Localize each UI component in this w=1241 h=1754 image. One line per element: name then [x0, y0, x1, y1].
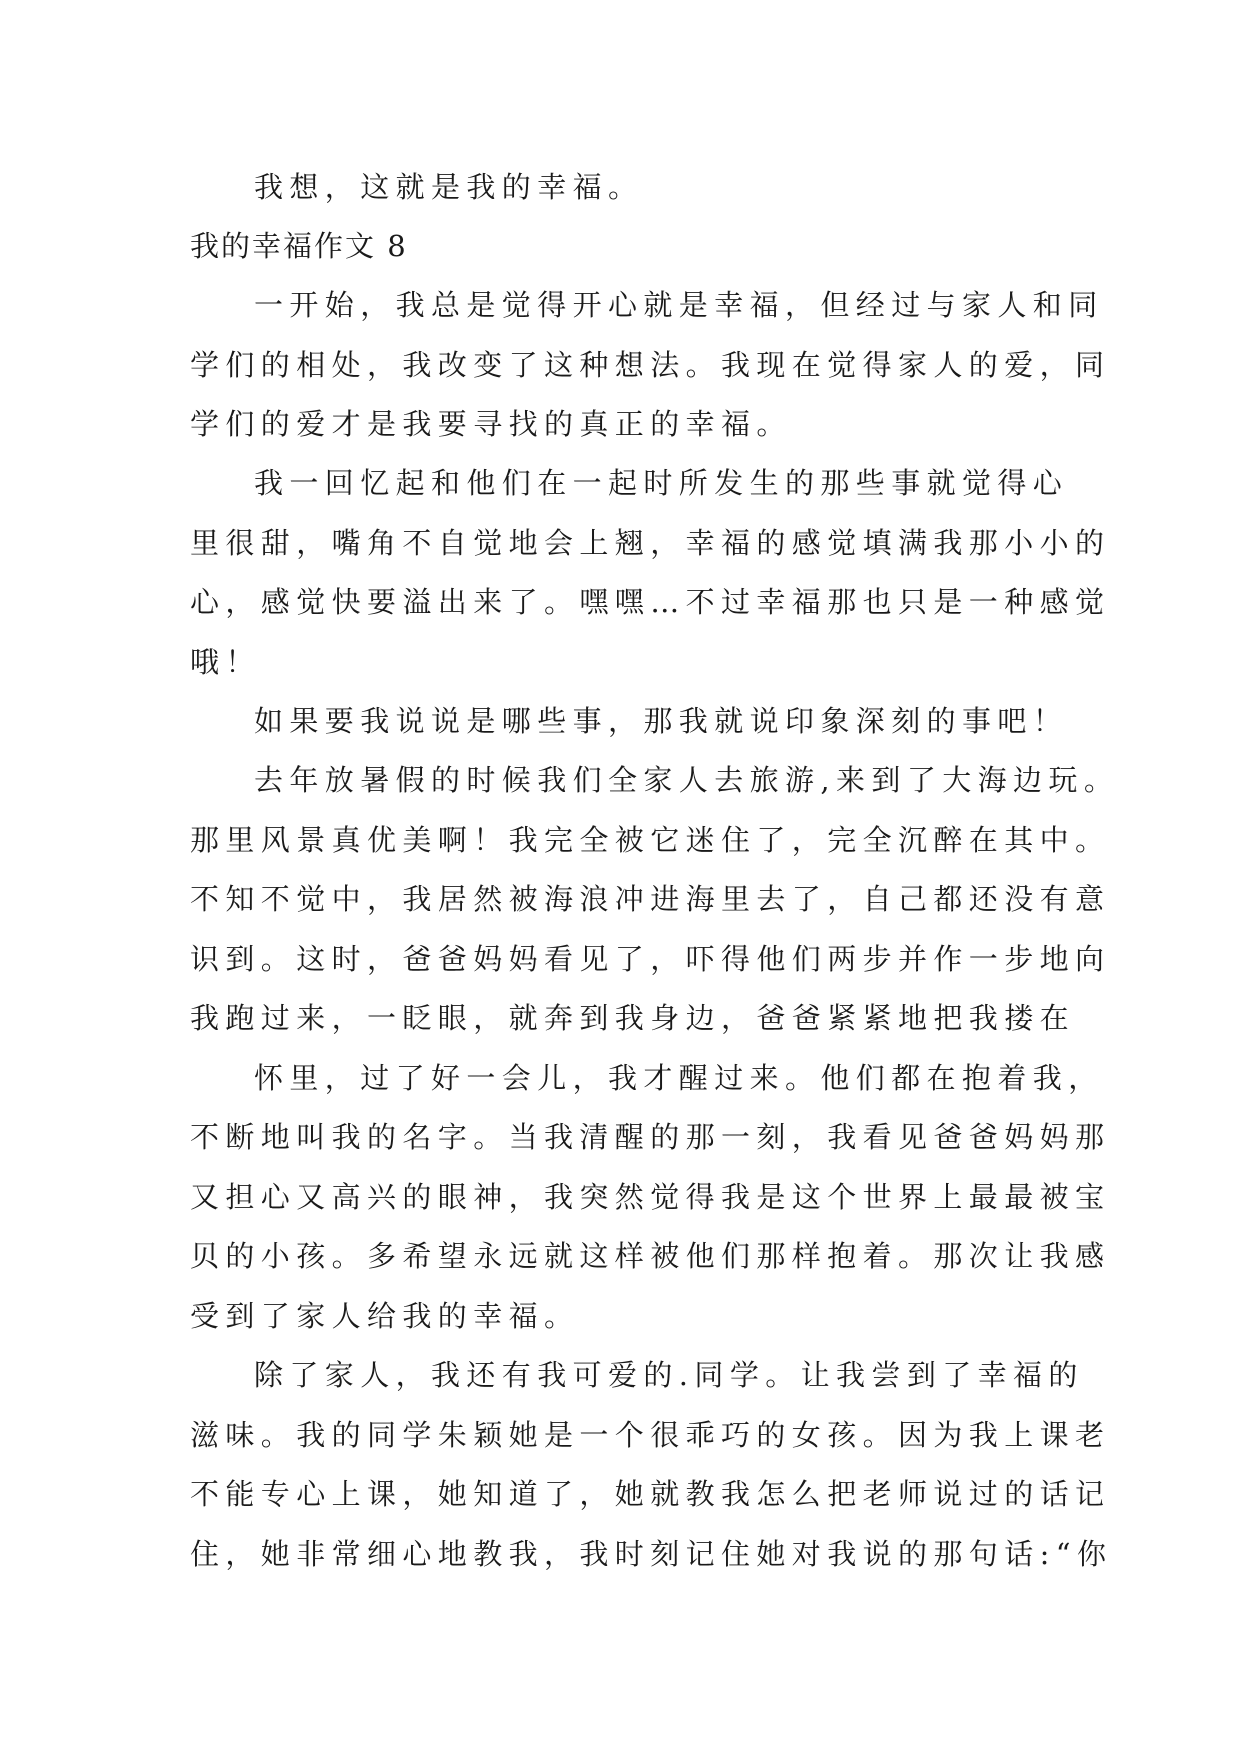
text-line: 学们的爱才是我要寻找的真正的幸福。 [190, 407, 792, 441]
text-line: 除了家人，我还有我可爱的.同学。让我尝到了幸福的 [254, 1358, 1084, 1392]
text-line: 如果要我说说是哪些事，那我就说印象深刻的事吧！ [254, 704, 1069, 738]
section-title: 我的幸福作文 8 [190, 229, 408, 263]
text-line: 我想，这就是我的幸福。 [254, 170, 644, 204]
text-line: 住，她非常细心地教我，我时刻记住她对我说的那句话:“你 [190, 1537, 1113, 1571]
text-line: 里很甜，嘴角不自觉地会上翘，幸福的感觉填满我那小小的 [190, 526, 1111, 560]
text-line: 受到了家人给我的幸福。 [190, 1299, 580, 1333]
text-line: 哦！ [190, 645, 261, 679]
text-line: 学们的相处，我改变了这种想法。我现在觉得家人的爱，同 [190, 348, 1111, 382]
text-line: 一开始，我总是觉得开心就是幸福，但经过与家人和同 [254, 288, 1104, 322]
text-line: 滋味。我的同学朱颖她是一个很乖巧的女孩。因为我上课老 [190, 1418, 1111, 1452]
text-line: 不能专心上课，她知道了，她就教我怎么把老师说过的话记 [190, 1477, 1111, 1511]
text-line: 我一回忆起和他们在一起时所发生的那些事就觉得心 [254, 466, 1069, 500]
text-line: 不断地叫我的名字。当我清醒的那一刻，我看见爸爸妈妈那 [190, 1120, 1111, 1154]
text-line: 那里风景真优美啊！我完全被它迷住了，完全沉醉在其中。 [190, 823, 1111, 857]
text-line: 识到。这时，爸爸妈妈看见了，吓得他们两步并作一步地向 [190, 942, 1111, 976]
text-line: 不知不觉中，我居然被海浪冲进海里去了，自己都还没有意 [190, 882, 1111, 916]
text-line: 又担心又高兴的眼神，我突然觉得我是这个世界上最最被宝 [190, 1180, 1111, 1214]
text-line: 心，感觉快要溢出来了。嘿嘿…不过幸福那也只是一种感觉 [190, 585, 1111, 619]
text-line: 贝的小孩。多希望永远就这样被他们那样抱着。那次让我感 [190, 1239, 1111, 1273]
text-line: 去年放暑假的时候我们全家人去旅游,来到了大海边玩。 [254, 763, 1120, 797]
text-line: 我跑过来，一眨眼，就奔到我身边，爸爸紧紧地把我搂在 [190, 1001, 1076, 1035]
text-line: 怀里，过了好一会儿，我才醒过来。他们都在抱着我， [254, 1061, 1104, 1095]
